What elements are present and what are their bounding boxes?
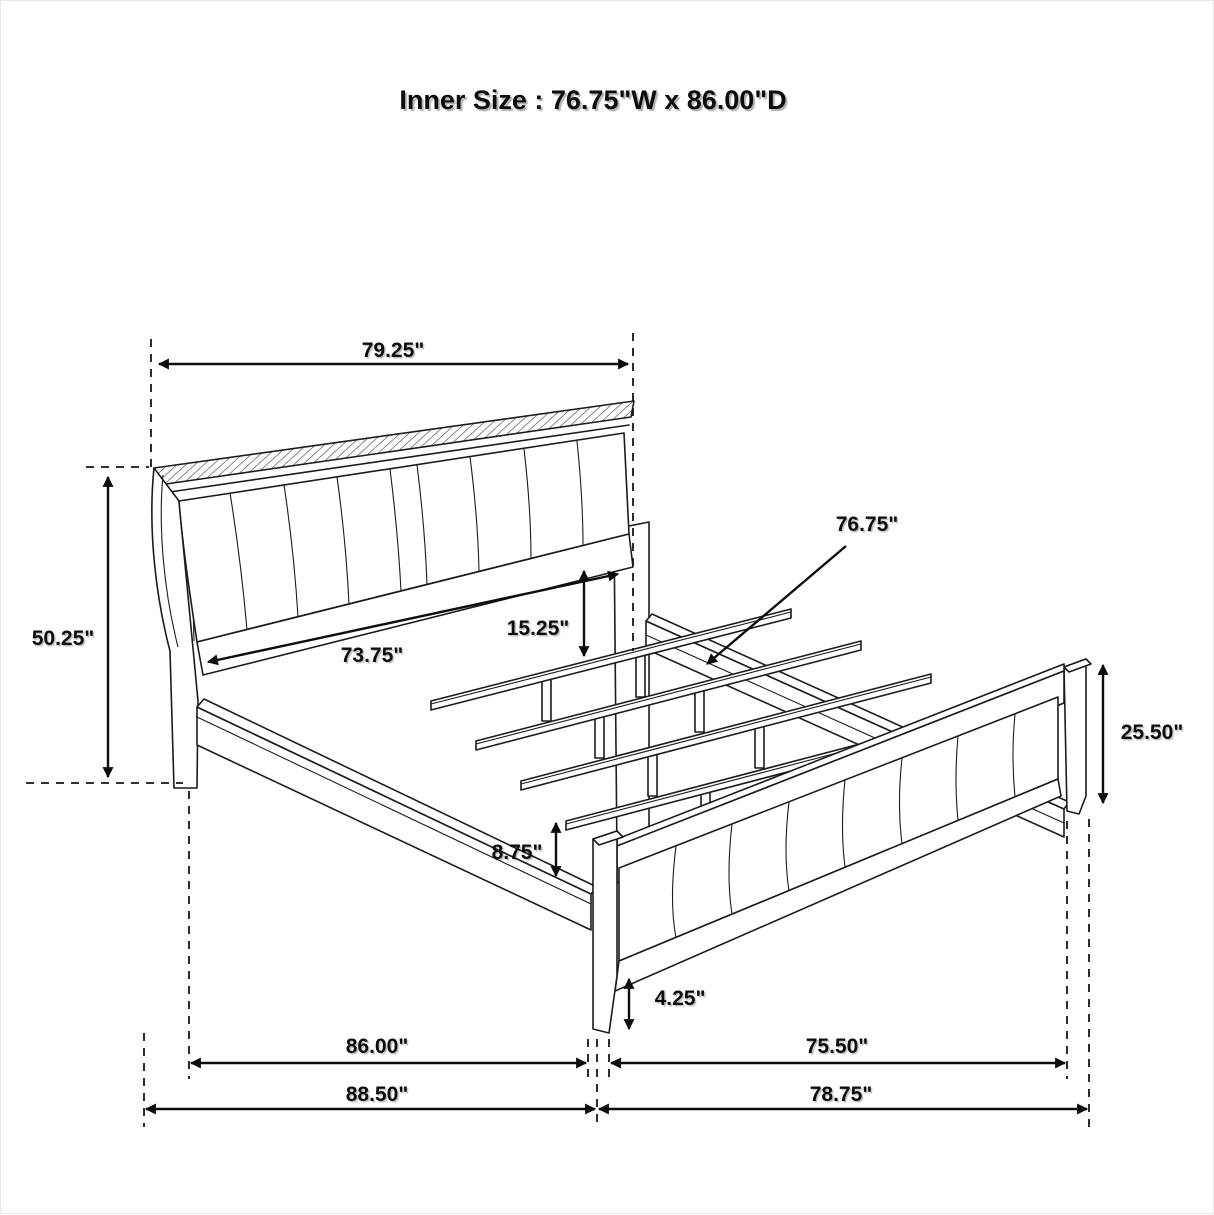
dim-label-rail-inner-length: 86.00" [345, 1035, 409, 1058]
dim-label-overall-length: 88.50" [345, 1083, 409, 1106]
dim-label-footboard-inner-width: 75.50" [805, 1035, 869, 1058]
bed-dimension-diagram [1, 1, 1214, 1215]
dim-label-slat-support-height: 8.75" [491, 841, 543, 864]
dim-label-overall-width: 79.25" [361, 339, 425, 362]
dim-label-slat-length: 76.75" [835, 513, 899, 536]
diagram-title: Inner Size : 76.75"W x 86.00"D [399, 85, 787, 115]
dim-label-headboard-height: 50.25" [31, 627, 95, 650]
dim-label-footboard-height: 25.50" [1120, 721, 1184, 744]
dim-label-footboard-overall-width: 78.75" [809, 1083, 873, 1106]
dim-label-footboard-leg-clearance: 4.25" [654, 987, 706, 1010]
dim-label-headboard-clearance: 15.25" [506, 617, 570, 640]
dim-label-headboard-inner-width: 73.75" [340, 644, 404, 667]
